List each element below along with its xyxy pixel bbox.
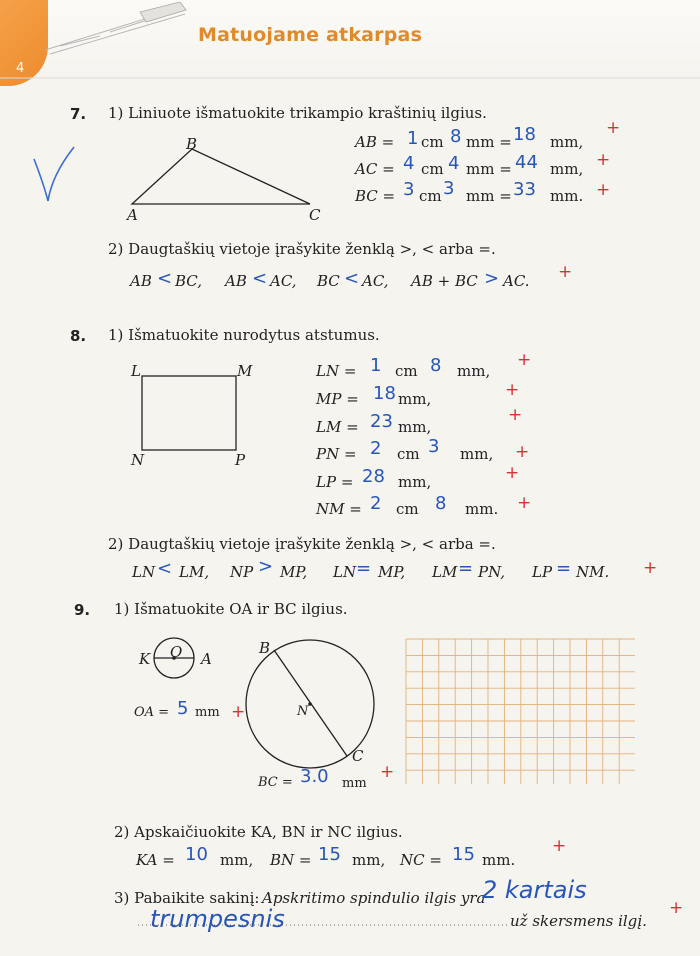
ex7-row-ab-lhs: AB =	[355, 133, 395, 151]
ex8-row-lp-lhs: LP =	[316, 473, 354, 491]
ex7-row-ac-cm: cm	[421, 160, 444, 178]
bc-value: 3.0	[300, 766, 329, 787]
exercise-7-number: 7.	[70, 105, 87, 123]
ex8-row-mp-v1: 18	[373, 383, 396, 404]
ex7-row-bc-unit: mm.	[550, 187, 584, 205]
ex7-row-bc-mm-eq: mm =	[466, 187, 512, 205]
bn-value: 15	[318, 844, 341, 865]
ex8-row-pn-lhs: PN =	[316, 445, 357, 463]
ka-unit: mm,	[220, 851, 254, 869]
ex8-cmp-5-right: NM.	[576, 563, 610, 581]
rect-label-m: M	[237, 362, 253, 380]
rectangle-figure	[140, 374, 240, 454]
ex8-row-nm-v1: 2	[370, 493, 382, 514]
ex7-row-bc-mark: +	[596, 180, 611, 200]
ex8-row-ln-u1: cm	[395, 362, 418, 380]
triangle-label-b: B	[186, 135, 198, 153]
ex8-cmp-1-left: LN	[132, 563, 156, 581]
ex8-row-nm-lhs: NM =	[316, 500, 362, 518]
bc-lhs: BC =	[258, 775, 293, 790]
page-number: 4	[16, 61, 25, 76]
ex7-cmp-4-left: AB + BC	[411, 272, 478, 290]
ex7-row-ab-total: 18	[513, 124, 536, 145]
grid-paper	[405, 638, 637, 786]
ex7-cmp-4-sign: >	[484, 268, 500, 289]
exercise-9-part3-end: už skersmens ilgį.	[510, 912, 647, 930]
rect-label-l: L	[131, 362, 141, 380]
bc-unit: mm	[342, 776, 367, 791]
exercise-9-part2: 2) Apskaičiuokite KA, BN ir NC ilgius.	[114, 823, 403, 841]
ex8-cmp-5-sign: =	[556, 558, 572, 579]
ex7-row-ab-cm: cm	[421, 133, 444, 151]
ex7-part2-mark: +	[558, 262, 573, 282]
ex8-cmp-2-sign: >	[258, 556, 274, 577]
ex8-row-ln-lhs: LN =	[316, 362, 357, 380]
ex7-row-bc-total: 33	[513, 179, 536, 200]
exercise-9-part1: 1) Išmatuokite OA ir BC ilgius.	[114, 600, 348, 618]
small-circle-label-o: O	[170, 643, 183, 661]
exercise-9-number: 9.	[74, 601, 91, 619]
ex8-row-nm-u1: cm	[396, 500, 419, 518]
exercise-9-part3-prefix: 3) Pabaikite sakinį:	[114, 889, 260, 907]
exercise-8-part1: 1) Išmatuokite nurodytus atstumus.	[108, 326, 380, 344]
ex7-cmp-4-right: AC.	[503, 272, 530, 290]
ex7-cmp-2-left: AB	[225, 272, 247, 290]
ex8-row-lm-u1: mm,	[398, 418, 432, 436]
bn-unit: mm,	[352, 851, 386, 869]
ex8-row-lp-mark: +	[505, 463, 520, 483]
ex7-row-ab-mm-value: 8	[450, 126, 462, 147]
ex8-cmp-4-sign: =	[458, 558, 474, 579]
triangle-label-c: C	[309, 206, 321, 224]
big-circle-label-n: N	[297, 704, 309, 719]
rect-label-p: P	[235, 451, 246, 469]
teacher-check-mark	[30, 145, 80, 205]
exercise-7-part2: 2) Daugtaškių vietoje įrašykite ženklą >, < arba =.	[108, 240, 496, 258]
ex8-row-pn-v1: 2	[370, 438, 382, 459]
ex7-row-bc-mm-value: 3	[443, 178, 455, 199]
ex8-row-pn-v2: 3	[428, 436, 440, 457]
ex8-row-mp-mark: +	[505, 380, 520, 400]
oa-value: 5	[177, 698, 189, 719]
bc-mark: +	[380, 762, 395, 782]
ex7-cmp-2-right: AC,	[270, 272, 297, 290]
answer-dotted-line	[138, 922, 508, 928]
oa-lhs: OA =	[134, 705, 170, 720]
ex7-row-ab-unit: mm,	[550, 133, 584, 151]
ex7-cmp-3-left: BC	[317, 272, 340, 290]
small-circle-label-k: K	[139, 650, 151, 668]
header-divider	[0, 76, 700, 80]
ex8-row-ln-u2: mm,	[457, 362, 491, 380]
ex8-row-lm-lhs: LM =	[316, 418, 359, 436]
answer-kartais: 2 kartais	[482, 876, 587, 904]
exercise-7-part1: 1) Liniuote išmatuokite trikampio kraštinių ilgius.	[108, 104, 487, 122]
ex7-row-ac-unit: mm,	[550, 160, 584, 178]
ex7-row-ac-mm-eq: mm =	[466, 160, 512, 178]
ex8-cmp-4-right: PN,	[478, 563, 506, 581]
ex8-row-ln-mark: +	[517, 350, 532, 370]
ex8-cmp-5-left: LP	[532, 563, 553, 581]
ex7-row-ac-mark: +	[596, 150, 611, 170]
ex7-cmp-3-right: AC,	[362, 272, 389, 290]
big-circle-label-c: C	[352, 747, 364, 765]
page-title: Matuojame atkarpas	[198, 24, 423, 46]
ex7-row-ac-total: 44	[515, 152, 538, 173]
ex8-cmp-3-sign: =	[356, 558, 372, 579]
ex7-row-ac-cm-value: 4	[403, 153, 415, 174]
ka-value: 10	[185, 844, 208, 865]
ex8-row-nm-v2: 8	[435, 493, 447, 514]
ex8-row-mp-lhs: MP =	[316, 390, 359, 408]
ex8-row-ln-v2: 8	[430, 355, 442, 376]
answer-trumpesnis: trumpesnis	[150, 905, 285, 933]
ex7-row-bc-cm-value: 3	[403, 179, 415, 200]
ex8-cmp-3-right: MP,	[378, 563, 406, 581]
ex7-cmp-1-sign: <	[157, 268, 173, 289]
ex7-row-ab-mm-eq: mm =	[466, 133, 512, 151]
nc-value: 15	[452, 844, 475, 865]
small-circle-label-a: A	[201, 650, 212, 668]
ex9-part3-mark: +	[669, 898, 684, 918]
ex7-row-ac-mm-value: 4	[448, 153, 460, 174]
header-ruler-drawing	[40, 2, 190, 57]
oa-unit: mm	[195, 705, 220, 720]
rect-label-n: N	[131, 451, 145, 469]
ex8-row-lm-mark: +	[508, 405, 523, 425]
ex7-row-ac-lhs: AC =	[355, 160, 395, 178]
ex7-row-bc-lhs: BC =	[355, 187, 396, 205]
ex8-cmp-2-left: NP	[230, 563, 254, 581]
ex7-row-ab-mark: +	[606, 118, 621, 138]
exercise-9-part3-sentence: Apskritimo spindulio ilgis yra	[262, 889, 486, 907]
ex7-cmp-2-sign: <	[252, 268, 268, 289]
nc-lhs: NC =	[400, 851, 442, 869]
ex8-cmp-3-left: LN	[333, 563, 357, 581]
ex8-cmp-1-sign: <	[157, 558, 173, 579]
ex8-cmp-1-right: LM,	[179, 563, 210, 581]
nc-unit: mm.	[482, 851, 516, 869]
ex7-cmp-3-sign: <	[344, 268, 360, 289]
bn-lhs: BN =	[270, 851, 312, 869]
ex8-part2-mark: +	[643, 558, 658, 578]
ex8-row-ln-v1: 1	[370, 355, 382, 376]
ex8-cmp-2-right: MP,	[280, 563, 308, 581]
ex8-row-nm-u2: mm.	[465, 500, 499, 518]
ex7-row-bc-cm: cm	[419, 187, 442, 205]
ex8-cmp-4-left: LM	[432, 563, 458, 581]
ex8-row-mp-u1: mm,	[398, 390, 432, 408]
ex8-row-pn-mark: +	[515, 442, 530, 462]
ex9-part2-mark: +	[552, 836, 567, 856]
ex8-row-pn-u2: mm,	[460, 445, 494, 463]
ex8-row-pn-u1: cm	[397, 445, 420, 463]
ex8-row-lp-v1: 28	[362, 466, 385, 487]
triangle-figure	[120, 132, 340, 227]
ex8-row-lp-u1: mm,	[398, 473, 432, 491]
triangle-label-a: A	[127, 206, 138, 224]
big-circle-label-b: B	[259, 639, 271, 657]
ex8-row-nm-mark: +	[517, 493, 532, 513]
exercise-8-number: 8.	[70, 327, 87, 345]
ex7-cmp-1-left: AB	[130, 272, 152, 290]
ex7-cmp-1-right: BC,	[175, 272, 203, 290]
ex7-row-ab-cm-value: 1	[407, 128, 419, 149]
ex8-row-lm-v1: 23	[370, 411, 393, 432]
ka-lhs: KA =	[136, 851, 175, 869]
oa-mark: +	[231, 702, 246, 722]
exercise-8-part2: 2) Daugtaškių vietoje įrašykite ženklą >, < arba =.	[108, 535, 496, 553]
